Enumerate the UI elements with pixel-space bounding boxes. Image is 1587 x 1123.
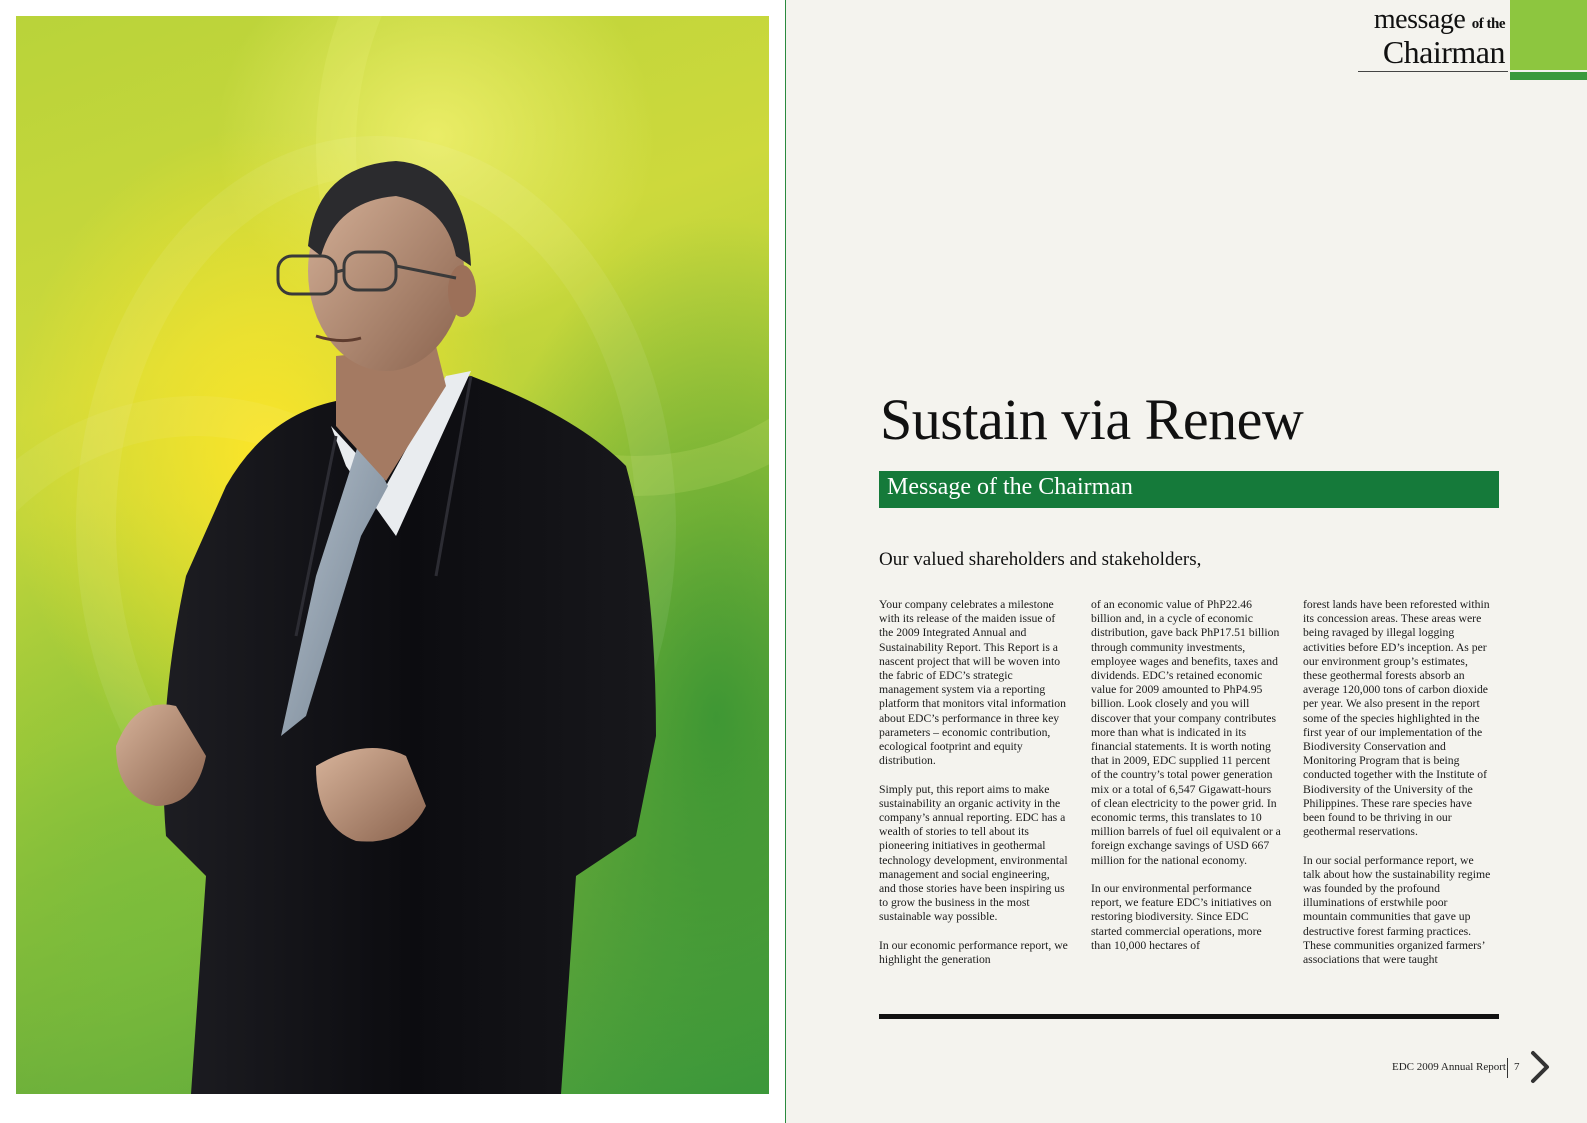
section-tab: [1510, 0, 1587, 70]
chairman-figure: [16, 16, 769, 1094]
paragraph: In our environmental performance report, we feature EDC’s initiatives on restoring biodiversity. Since EDC started commercial operations, more than 10,000 hectares of: [1091, 882, 1272, 952]
paragraph: In our economic performance report, we highlight the generation: [879, 938, 1068, 967]
text-column-2: [1091, 598, 1281, 967]
section-header-chairman: Chairman: [1382, 34, 1505, 70]
greeting: Our valued shareholders and stakeholders,: [879, 549, 1202, 570]
paragraph: forest lands have been reforested within its concession areas. These areas were being ravaged by illegal logging activities before ED’s inception. As per our environment group’s estimates, these geothermal forests absorb an average 120,000 tons of carbon dioxide per year. We also present in the report some of the species highlighted in the first year of our implementation of the Biodiversity Conservation and Monitoring Program that is being conducted together with the Institute of Biodiversity of the University of the Philippines. These rare species have been found to be thriving in our geothermal reservations.: [1303, 598, 1490, 839]
chevron-right-icon[interactable]: [1528, 1050, 1552, 1084]
footer-report-name: EDC 2009 Annual Report: [1392, 1061, 1506, 1073]
page-subtitle: Message of the Chairman: [887, 474, 1133, 500]
paragraph: Your company celebrates a milestone with its release of the maiden issue of the 2009 Integrated Annual and Sustainability Report. This Report is a nascent project that will be woven into the fabric of EDC’s strategic management system via a reporting platform that monitors vital information about EDC’s performance in three key parameters – economic contribution, ecological footprint and equity distribution.: [879, 598, 1066, 768]
text-column-1: [879, 598, 1069, 981]
section-tab-bar: [1510, 72, 1587, 80]
paragraph: In our social performance report, we talk about how the sustainability regime was founded by the profound illuminations of erstwhile poor mountain communities that gave up destructive forest farming practices. These communities organized farmers’ associations that were taught: [1303, 853, 1491, 967]
section-header-word: message: [1373, 4, 1466, 35]
footer-separator: [1507, 1058, 1508, 1078]
page-title: Sustain via Renew: [880, 387, 1304, 452]
text-column-3: [1303, 598, 1493, 981]
page-number: 7: [1514, 1061, 1520, 1073]
left-page: [0, 0, 785, 1123]
paragraph: Simply put, this report aims to make sustainability an organic activity in the company’s annual reporting. EDC has a wealth of stories to tell about its pioneering initiatives in geothermal technology development, environmental management and social engineering, and those stories have been inspiring us to grow the business in the most sustainable way possible.: [879, 782, 1068, 924]
section-header: [1360, 4, 1505, 70]
chairman-portrait-photo: [16, 16, 769, 1094]
section-header-of-the: of the: [1471, 16, 1505, 32]
paragraph: of an economic value of PhP22.46 billion and, in a cycle of economic distribution, gave back PhP17.51 billion through community investments, employee wages and benefits, taxes and dividends. EDC’s retained economic value for 2009 amounted to PhP4.95 billion. Look closely and you will discover that your company contributes more than what is indicated in its financial statements. It is worth noting that in 2009, EDC supplied 11 percent of the country’s total power generation mix or a total of 6,547 Gigawatt-hours of clean electricity to the power grid. In economic terms, this translates to 10 million barrels of fuel oil equivalent or a foreign exchange savings of USD 667 million for the national economy.: [1091, 598, 1281, 867]
bottom-rule: [879, 1014, 1499, 1019]
header-rule: [1358, 71, 1508, 72]
